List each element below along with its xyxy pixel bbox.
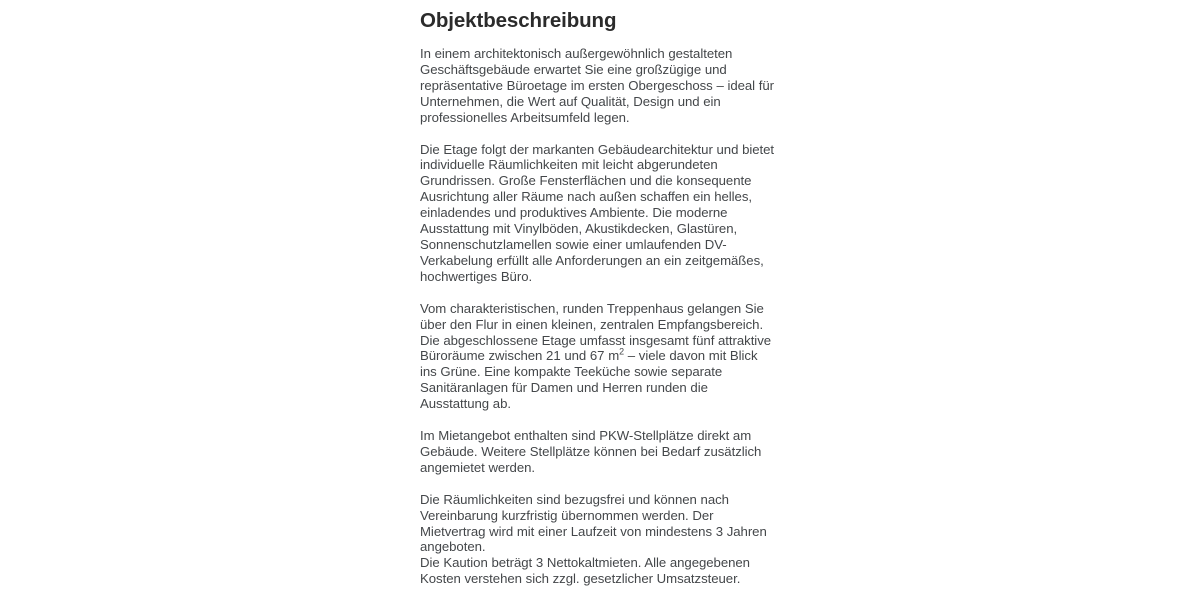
paragraph-stellplaetze (420, 428, 776, 476)
page-title: Objektbeschreibung (420, 9, 617, 32)
paragraph-intro-line-1: In einem architektonisch außergewöhnlich gestalteten Geschäftsgebäude erwartet Sie eine großzügige und repräsentative Büroetage im ersten Obergeschoss – ideal für Unternehmen, die Wert auf Qualität, Design und ein professionelles Arbeitsumfeld legen. (420, 46, 775, 125)
paragraph-ausstattung-line-1: Die Etage folgt der markanten Gebäudearchitektur und bietet individuelle Räumlichkeiten mit leicht abgerundeten Grundrissen. Große Fensterflächen und die konsequente Ausrichtung aller Räume nach außen schaffen ein helles, einladendes und produktives Ambiente. Die moderne Ausstattung mit Vinylböden, Akustikdecken, Glastüren, Sonnenschutzlamellen sowie einer umlaufenden DV-Verkabelung erfüllt alle Anforderungen an ein zeitgemäßes, hochwertiges Büro. (420, 141, 775, 284)
paragraph-grundriss-line-2: Die abgeschlossene Etage umfasst insgesamt fünf attraktive Büroräume zwischen 21 und 67 $m^2$ – viele davon mit Blick ins Grüne. Eine kompakte Teeküche sowie separate Sanitäranlagen für Damen und Herren runden die Ausstattung ab. (420, 332, 772, 412)
paragraph-stellplaetze-line-1: Im Mietangebot enthalten sind PKW-Stellplätze direkt am Gebäude. Weitere Stellplätze können bei Bedarf zusätzlich angemietet werden. (420, 428, 762, 475)
paragraph-ausstattung (420, 142, 776, 285)
paragraph-intro (420, 46, 776, 126)
paragraph-konditionen (420, 492, 776, 587)
paragraph-konditionen-line-1: Die Räumlichkeiten sind bezugsfrei und können nach Vereinbarung kurzfristig übernommen werden. Der Mietvertrag wird mit einer Laufzeit von mindestens 3 Jahren angeboten. (420, 491, 767, 555)
description-content-column (420, 8, 776, 587)
paragraph-grundriss-line-1: Vom charakteristischen, runden Treppenhaus gelangen Sie über den Flur in einen kleinen, zentralen Empfangsbereich. (420, 300, 764, 332)
paragraph-konditionen-line-2: Die Kaution beträgt 3 Nettokaltmieten. Alle angegebenen Kosten verstehen sich zzgl. gesetzlicher Umsatzsteuer. (420, 555, 750, 587)
paragraph-grundriss (420, 301, 776, 412)
